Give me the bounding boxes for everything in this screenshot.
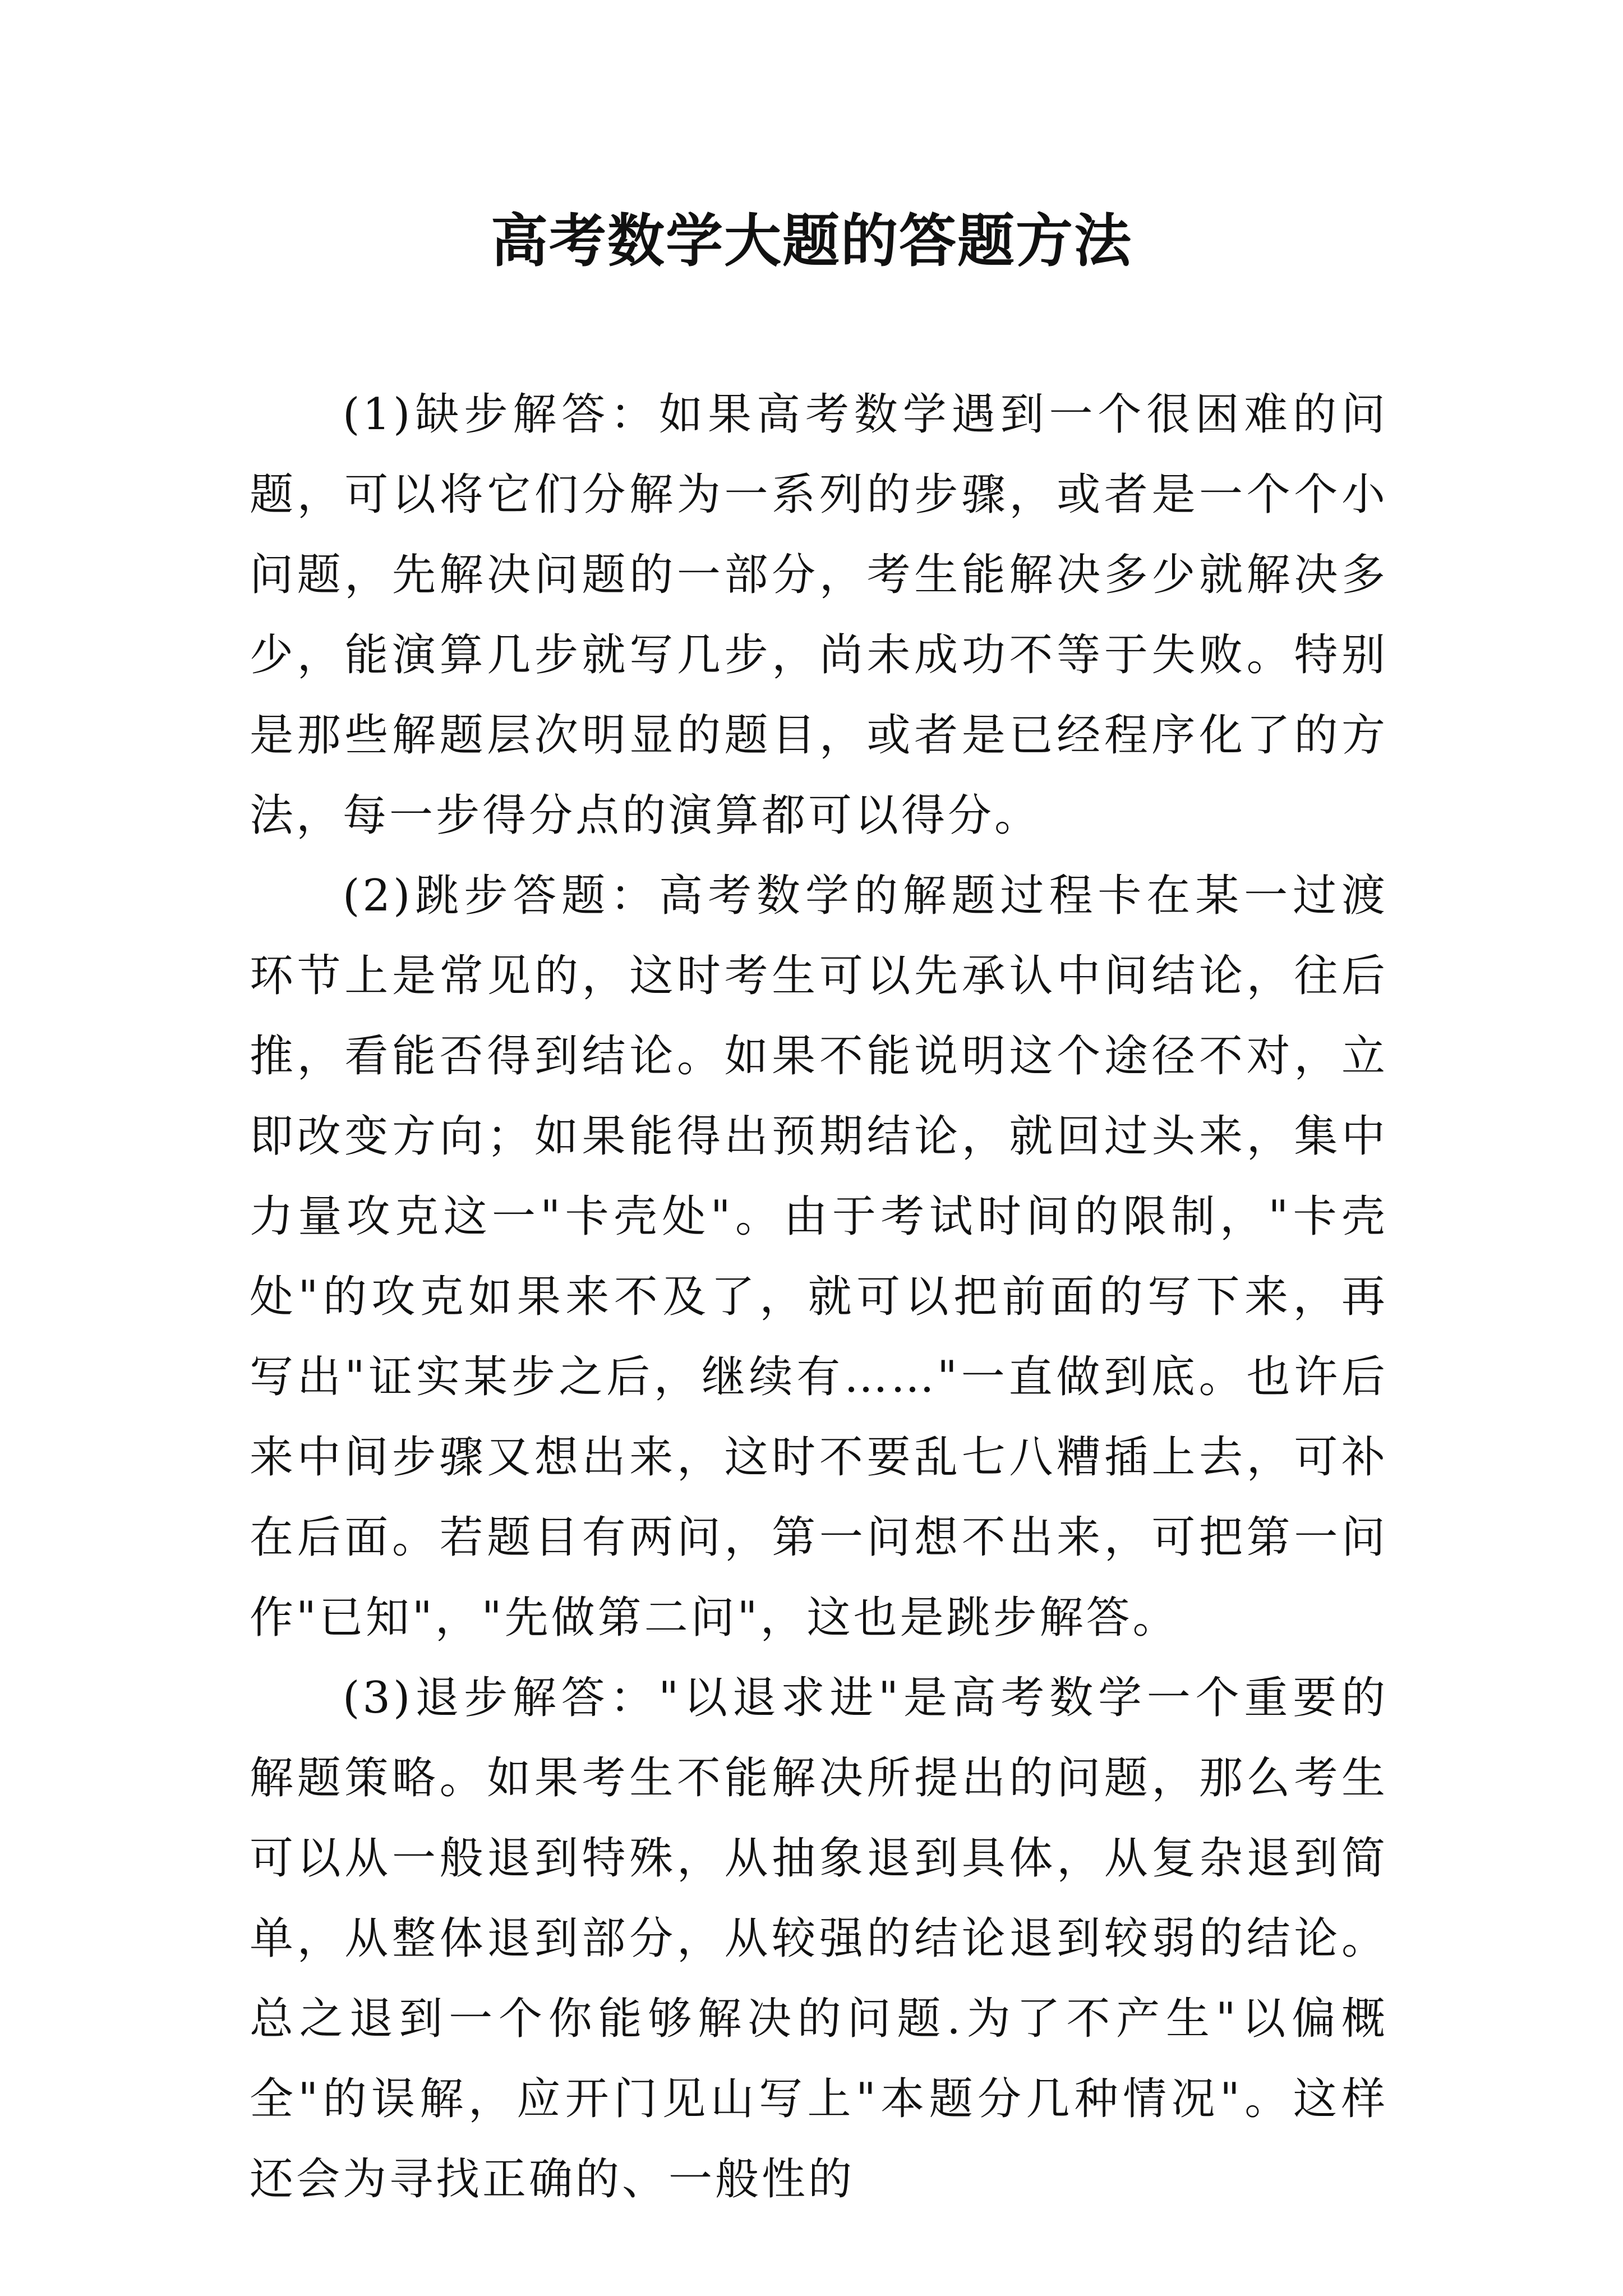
paragraph-2: (2)跳步答题：高考数学的解题过程卡在某一过渡环节上是常见的，这时考生可以先承认中间结论，往后推，看能否得到结论。如果不能说明这个途径不对，立即改变方向；如果能得出预期结论，就回过头来，集中力量攻克这一"卡壳处"。由于考试时间的限制，"卡壳处"的攻克如果来不及了，就可以把前面的写下来，再写出"证实某步之后，继续有……"一直做到底。也许后来中间步骤又想出来，这时不要乱七八糟插上去，可补在后面。若题目有两问，第一问想不出来，可把第一问作"已知"，"先做第二问"，这也是跳步解答。 [250, 871, 1388, 1643]
paragraph-3: (3)退步解答："以退求进"是高考数学一个重要的解题策略。如果考生不能解决所提出的问题，那么考生可以从一般退到特殊，从抽象退到具体，从复杂退到简单，从整体退到部分，从较强的结论退到较弱的结论。总之退到一个你能够解决的问题.为了不产生"以偏概全"的误解，应开门见山写上"本题分几种情况"。这样还会为寻找正确的、一般性的 [250, 1673, 1388, 2205]
paragraph-1: (1)缺步解答：如果高考数学遇到一个很困难的问题，可以将它们分解为一系列的步骤，或者是一个个小问题，先解决问题的一部分，考生能解决多少就解决多少，能演算几步就写几步，尚未成功不等于失败。特别是那些解题层次明显的题目，或者是已经程序化了的方法，每一步得分点的演算都可以得分。 [250, 389, 1388, 841]
document-body [250, 375, 1388, 2220]
document-title: 高考数学大题的答题方法 [491, 208, 1132, 275]
